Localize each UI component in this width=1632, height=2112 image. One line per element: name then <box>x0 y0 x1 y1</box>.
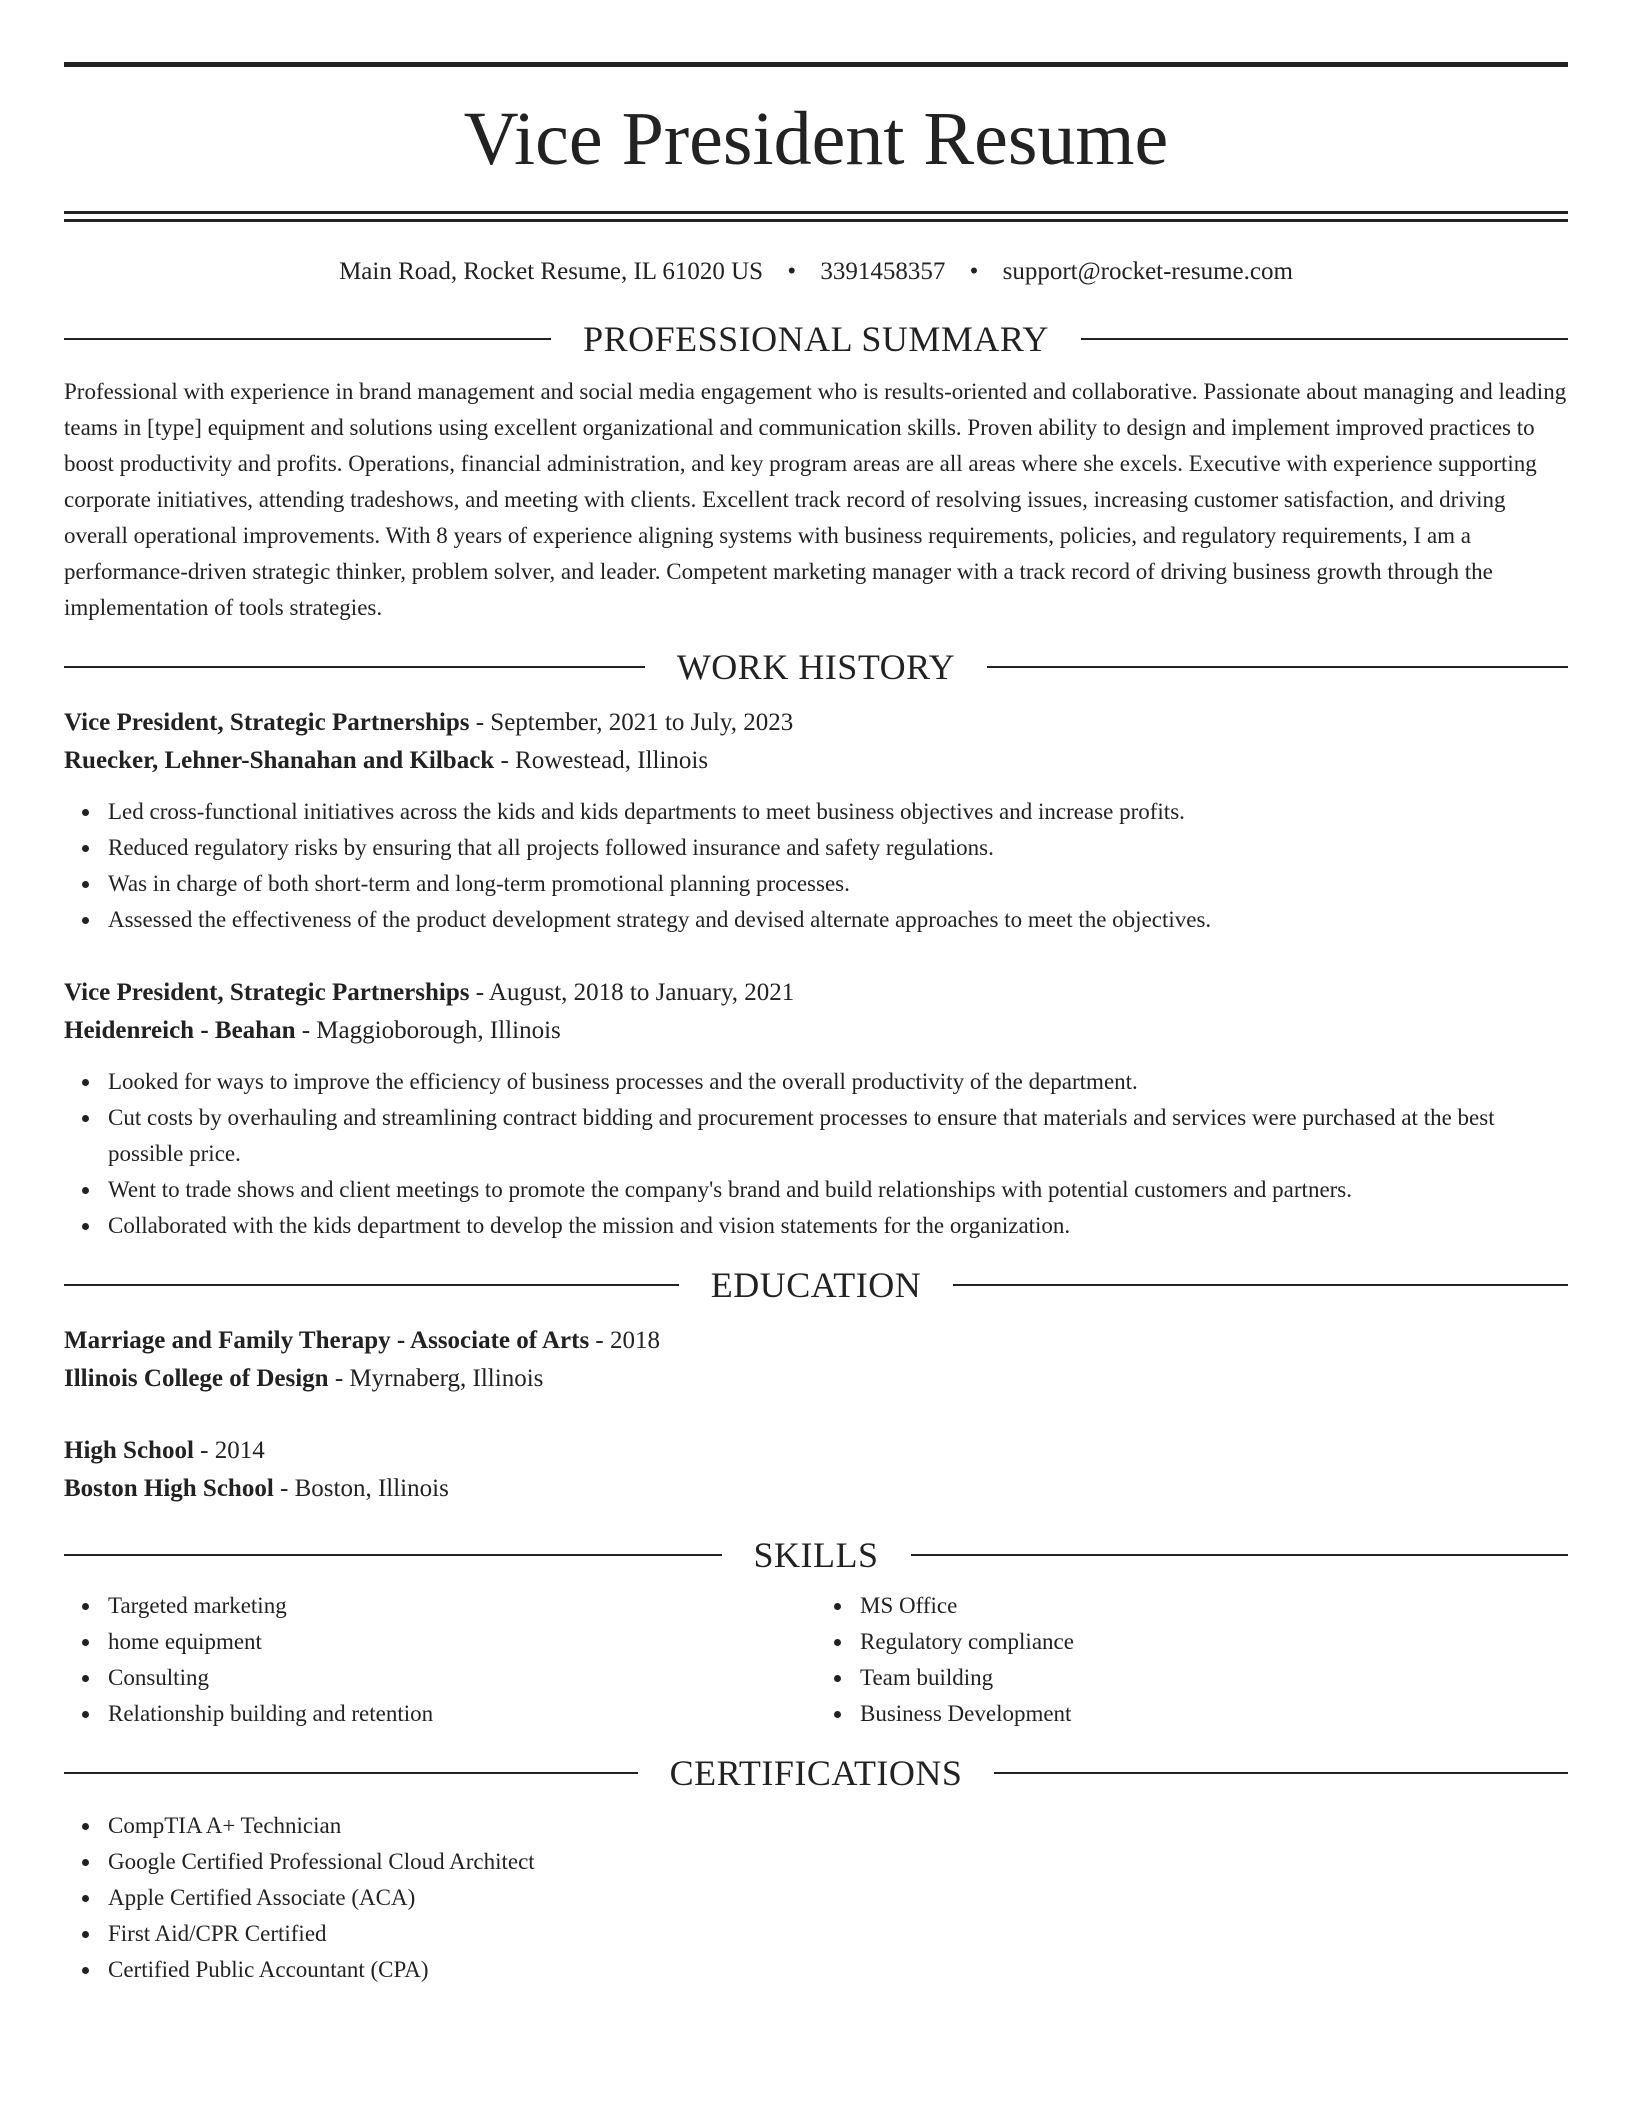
skill-item: Targeted marketing <box>64 1588 816 1624</box>
heading-rule <box>64 1284 679 1286</box>
section-heading-certifications <box>64 1752 1568 1794</box>
job-bullet: Led cross-functional initiatives across the kids and kids departments to meet business objectives and increase profits. <box>64 794 1568 830</box>
job-bullets <box>64 794 1568 938</box>
job-entry <box>64 974 1568 1244</box>
education-degree-line <box>64 1322 1568 1360</box>
certification-item: First Aid/CPR Certified <box>64 1916 1568 1952</box>
heading-rule <box>64 1554 722 1556</box>
section-heading-education <box>64 1264 1568 1306</box>
education-year: - 2014 <box>193 1437 265 1464</box>
section-title: WORK HISTORY <box>676 647 956 687</box>
education-degree-line <box>64 1432 1568 1470</box>
heading-rule <box>1081 338 1568 340</box>
education-entry <box>64 1322 1568 1398</box>
certification-item: Apple Certified Associate (ACA) <box>64 1880 1568 1916</box>
contact-address: Main Road, Rocket Resume, IL 61020 US <box>339 258 764 285</box>
contact-line <box>64 222 1568 318</box>
job-title-line <box>64 974 1568 1012</box>
heading-rule <box>64 338 551 340</box>
skills-list-left <box>64 1588 816 1732</box>
job-location: - Maggioborough, Illinois <box>295 1017 561 1044</box>
job-dates: - September, 2021 to July, 2023 <box>469 709 794 736</box>
skills-list-right <box>816 1588 1568 1732</box>
section-title: PROFESSIONAL SUMMARY <box>583 319 1049 359</box>
job-company: Heidenreich - Beahan <box>64 1017 296 1044</box>
certification-item: Certified Public Accountant (CPA) <box>64 1952 1568 1988</box>
education-degree: Marriage and Family Therapy - Associate of Arts <box>64 1327 590 1354</box>
job-bullet: Reduced regulatory risks by ensuring that all projects followed insurance and safety regulations. <box>64 830 1568 866</box>
job-bullets <box>64 1064 1568 1244</box>
job-bullet: Went to trade shows and client meetings to promote the company's brand and build relationships with potential customers and partners. <box>64 1172 1568 1208</box>
job-company-line <box>64 1012 1568 1050</box>
section-heading-summary <box>64 318 1568 360</box>
skill-item: Business Development <box>816 1696 1568 1732</box>
section-title: SKILLS <box>753 1535 879 1575</box>
job-role: Vice President, Strategic Partnerships <box>64 979 470 1006</box>
certification-item: Google Certified Professional Cloud Architect <box>64 1844 1568 1880</box>
heading-rule <box>994 1772 1568 1774</box>
heading-rule <box>987 666 1568 668</box>
heading-rule <box>911 1554 1569 1556</box>
job-company-line <box>64 742 1568 780</box>
summary-text: Professional with experience in brand management and social media engagement who is results-oriented and collaborative. Passionate about managing and leading teams in [type] equipment and solutions using excellent organizational and communication skills. Proven ability to design and implement improved practices to boost productivity and profits. Operations, financial administration, and key program areas are all areas where she excels. Executive with experience supporting corporate initiatives, attending tradeshows, and meeting with clients. Excellent track record of resolving issues, increasing customer satisfaction, and driving overall operational improvements. With 8 years of experience aligning systems with business requirements, policies, and regulatory requirements, I am a performance-driven strategic thinker, problem solver, and leader. Competent marketing manager with a track record of driving business growth through the implementation of tools strategies. <box>64 379 1567 620</box>
job-bullet: Looked for ways to improve the efficiency of business processes and the overall productivity of the department. <box>64 1064 1568 1100</box>
skill-item: Relationship building and retention <box>64 1696 816 1732</box>
education-location: - Boston, Illinois <box>273 1475 449 1502</box>
skill-item: Regulatory compliance <box>816 1624 1568 1660</box>
job-bullet: Collaborated with the kids department to develop the mission and vision statements for the organization. <box>64 1208 1568 1244</box>
contact-phone: 3391458357 <box>820 258 946 285</box>
job-location: - Rowestead, Illinois <box>494 747 709 774</box>
education-school: Boston High School <box>64 1475 274 1502</box>
header-double-rule <box>64 211 1568 222</box>
job-company: Ruecker, Lehner-Shanahan and Kilback <box>64 747 495 774</box>
education-degree: High School <box>64 1437 194 1464</box>
section-heading-skills <box>64 1534 1568 1576</box>
education-school: Illinois College of Design <box>64 1365 329 1392</box>
contact-email[interactable]: support@rocket-resume.com <box>1002 258 1293 285</box>
heading-rule <box>64 1772 638 1774</box>
skill-item: home equipment <box>64 1624 816 1660</box>
job-entry <box>64 704 1568 938</box>
heading-rule <box>64 666 645 668</box>
education-location: - Myrnaberg, Illinois <box>328 1365 544 1392</box>
skill-item: Consulting <box>64 1660 816 1696</box>
resume-header <box>64 0 1568 222</box>
heading-rule <box>953 1284 1568 1286</box>
skill-item: MS Office <box>816 1588 1568 1624</box>
job-bullet: Assessed the effectiveness of the product development strategy and devised alternate approaches to meet the objectives. <box>64 902 1568 938</box>
certification-item: CompTIA A+ Technician <box>64 1808 1568 1844</box>
skill-item: Team building <box>816 1660 1568 1696</box>
education-year: - 2018 <box>589 1327 660 1354</box>
education-school-line <box>64 1470 1568 1508</box>
section-title: EDUCATION <box>710 1265 922 1305</box>
section-heading-work-history <box>64 646 1568 688</box>
contact-separator: • <box>787 258 797 285</box>
education-school-line <box>64 1360 1568 1398</box>
job-title-line <box>64 704 1568 742</box>
job-role: Vice President, Strategic Partnerships <box>64 709 470 736</box>
resume-title: Vice President Resume <box>463 97 1169 181</box>
skills-columns <box>64 1588 1568 1732</box>
contact-separator: • <box>969 258 979 285</box>
job-bullet: Was in charge of both short-term and long-term promotional planning processes. <box>64 866 1568 902</box>
certifications-list <box>64 1808 1568 1988</box>
section-title: CERTIFICATIONS <box>669 1753 963 1793</box>
job-bullet: Cut costs by overhauling and streamlining contract bidding and procurement processes to ensure that materials and services were purchased at the best possible price. <box>64 1100 1568 1172</box>
education-entry <box>64 1432 1568 1508</box>
job-dates: - August, 2018 to January, 2021 <box>469 979 795 1006</box>
